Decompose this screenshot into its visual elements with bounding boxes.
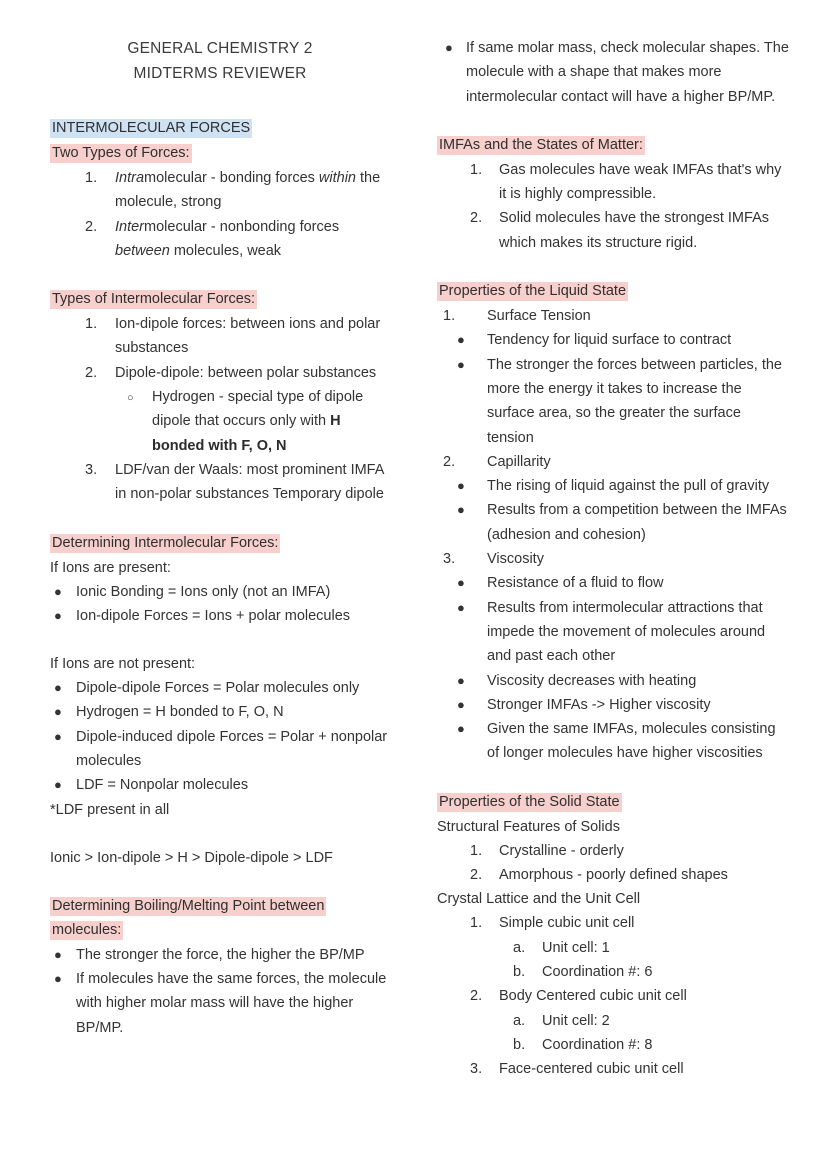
list-marker: a. [513, 939, 526, 956]
italic-run: Inter [115, 218, 145, 235]
list-item [50, 725, 390, 774]
list-marker: 2. [443, 453, 456, 470]
list-item [50, 700, 390, 724]
list-marker: 2. [470, 867, 483, 884]
heading-text: INTERMOLECULAR FORCES [52, 120, 251, 136]
list-marker: 1. [470, 915, 483, 932]
list-item-text: Face-centered cubic unit cell [499, 1061, 684, 1078]
list-item [437, 353, 790, 450]
bullet-marker: ● [445, 40, 453, 55]
list-item-text: Resistance of a fluid to flow [487, 575, 664, 592]
list-item-text: Simple cubic unit cell [499, 915, 635, 932]
list-item-text: Tendency for liquid surface to contract [487, 332, 732, 349]
footnote-ldf-present-in-all: *LDF present in all [50, 801, 170, 818]
heading-text: Determining Intermolecular Forces: [52, 534, 279, 551]
right-column [437, 36, 790, 1081]
bullet-marker: ● [457, 502, 465, 518]
list-item [437, 984, 790, 1008]
bullet-marker: ● [457, 478, 465, 494]
list-item [437, 839, 790, 863]
list-item-text: Coordination #: 6 [542, 963, 653, 980]
bullet-marker: ● [54, 607, 62, 623]
label-if-ions-not-present: If Ions are not present: [50, 656, 196, 673]
list-item [437, 158, 790, 207]
list-marker: 1. [85, 170, 98, 186]
list-item-text: LDF = Nonpolar molecules [76, 777, 249, 794]
list-item [50, 773, 390, 797]
list-item-text: Crystalline - orderly [499, 842, 624, 859]
list-item-group-title [437, 304, 790, 328]
list-item-text [115, 215, 390, 264]
list-item [437, 596, 790, 669]
spacer [50, 870, 390, 894]
list-item-text: Ion-dipole Forces = Ions + polar molecules [76, 607, 351, 624]
bullet-marker: ● [54, 970, 62, 986]
heading-text: IMFAs and the States of Matter: [439, 136, 643, 153]
list-item-text: The stronger the forces between particles, the more the energy it takes to increase the surface area, so the greater the surface tension [487, 356, 782, 446]
sub-heading-crystal-lattice: Crystal Lattice and the Unit Cell [437, 891, 641, 908]
text-run: Hydrogen - special type of dipole dipole that occurs only with [152, 389, 364, 430]
list-marker: b. [513, 1036, 526, 1053]
list-item-text: Hydrogen = H bonded to F, O, N [76, 704, 284, 721]
bullet-marker: ● [457, 575, 465, 591]
list-item-detail [437, 960, 790, 984]
list-item-group-title [437, 450, 790, 474]
list-item [437, 717, 790, 766]
list-marker: b. [513, 963, 526, 980]
list-item [50, 312, 390, 361]
list-marker: 2. [470, 988, 483, 1005]
italic-run: between [115, 242, 170, 259]
heading-text: Types of Intermolecular Forces: [52, 291, 256, 308]
list-item-text: Surface Tension [487, 308, 591, 325]
italic-run: within [318, 170, 356, 186]
spacer [50, 822, 390, 846]
list-marker: 3. [85, 461, 98, 478]
list-item-text: Body Centered cubic unit cell [499, 988, 687, 1005]
list-item-text: Results from intermolecular attractions that impede the movement of molecules around and past each other [487, 599, 766, 665]
text-run: molecular - bonding forces [144, 170, 319, 186]
list-item [50, 580, 390, 604]
spacer [437, 766, 790, 790]
list-item [437, 693, 790, 717]
list-item-text: Viscosity [487, 551, 544, 568]
list-item [50, 215, 390, 264]
list-item-text: Capillarity [487, 453, 551, 470]
bullet-marker: ● [457, 356, 465, 372]
bullet-marker: ● [457, 672, 465, 688]
imf-strength-ranking: Ionic > Ion-dipole > H > Dipole-dipole > LDF [50, 849, 333, 866]
list-item [437, 571, 790, 595]
list-marker: 3. [470, 1061, 483, 1078]
bullet-marker: ● [54, 728, 62, 744]
list-item-continued [437, 36, 790, 109]
list-item-text: Gas molecules have weak IMFAs that's why it is highly compressible. [499, 161, 782, 203]
list-marker: 3. [443, 551, 456, 568]
list-item-text: Dipole-induced dipole Forces = Polar + nonpolar molecules [76, 728, 388, 770]
list-item [50, 361, 390, 385]
bullet-marker: ● [54, 946, 62, 962]
list-item [437, 863, 790, 887]
label-if-ions-present: If Ions are present: [50, 559, 171, 576]
spacer [50, 628, 390, 652]
list-item [50, 166, 390, 215]
list-marker: 2. [85, 364, 98, 381]
section-heading-two-types-of-forces [50, 141, 390, 165]
list-item-text: Given the same IMFAs, molecules consisting of longer molecules have higher viscosities [487, 721, 776, 762]
list-item-detail [437, 1033, 790, 1057]
bullet-marker: ● [54, 680, 62, 696]
list-marker: 2. [85, 218, 98, 235]
list-item-detail [437, 1009, 790, 1033]
list-marker: 2. [470, 210, 483, 227]
bold-run: H bonded with F, O, N [152, 413, 341, 454]
list-marker: 1. [85, 316, 98, 333]
list-item-text: Unit cell: 2 [542, 1012, 610, 1029]
list-item [50, 458, 390, 507]
list-marker: 1. [443, 308, 456, 325]
list-item-sub [50, 385, 390, 458]
section-heading-intermolecular-forces [50, 116, 390, 140]
section-heading-determining-intermolecular-forces [50, 531, 390, 555]
list-item-text: Unit cell: 1 [542, 939, 610, 956]
hollow-circle-marker: ○ [127, 392, 134, 405]
list-item [50, 943, 390, 967]
heading-text: Determining Boiling/Melting Point between molecules: [52, 897, 325, 938]
list-item-text: Results from a competition between the IMFAs (adhesion and cohesion) [487, 502, 787, 543]
spacer [437, 109, 790, 133]
list-item-text: Dipole-dipole: between polar substances [115, 364, 377, 381]
list-item [50, 967, 390, 1040]
title-line-2: MIDTERMS REVIEWER [133, 65, 307, 82]
list-item-text: Solid molecules have the strongest IMFAs which makes its structure rigid. [499, 210, 769, 251]
section-heading-properties-liquid-state [437, 279, 790, 303]
list-item-text: Ion-dipole forces: between ions and polar substances [115, 316, 381, 357]
list-item-text: The rising of liquid against the pull of gravity [487, 478, 770, 495]
text-run: molecular - nonbonding forces [144, 218, 340, 235]
list-item-text [152, 385, 390, 458]
italic-run: Intra [115, 170, 145, 186]
list-item [437, 498, 790, 547]
bullet-marker: ● [457, 696, 465, 712]
list-item [437, 206, 790, 255]
list-item-text: Stronger IMFAs -> Higher viscosity [487, 696, 711, 713]
bullet-marker: ● [457, 332, 465, 348]
bullet-marker: ● [54, 583, 62, 599]
bullet-marker: ● [457, 721, 465, 737]
list-item-text: LDF/van der Waals: most prominent IMFA in non-polar substances Temporary dipole [115, 461, 384, 503]
spacer [50, 507, 390, 531]
list-item-text: If molecules have the same forces, the molecule with higher molar mass will have the higher BP/MP. [76, 970, 387, 1036]
list-item [437, 911, 790, 935]
list-marker: 1. [470, 842, 483, 859]
list-item-group-title [437, 547, 790, 571]
list-item [437, 474, 790, 498]
bullet-marker: ● [457, 599, 465, 615]
list-item [50, 676, 390, 700]
bullet-marker: ● [54, 777, 62, 793]
list-item-text: Coordination #: 8 [542, 1036, 653, 1053]
spacer [50, 263, 390, 287]
list-item [437, 328, 790, 352]
text-run: molecules, weak [169, 242, 282, 259]
page-title [50, 36, 390, 86]
list-marker: 1. [470, 161, 483, 178]
list-item-detail [437, 936, 790, 960]
section-heading-determining-bp-mp [50, 894, 390, 942]
spacer [437, 255, 790, 279]
sub-heading-structural-features: Structural Features of Solids [437, 818, 620, 835]
list-item-text: Amorphous - poorly defined shapes [499, 867, 728, 884]
bullet-marker: ● [54, 704, 62, 720]
list-item-text: Viscosity decreases with heating [487, 672, 697, 689]
section-heading-imfas-states-of-matter [437, 133, 790, 157]
title-line-1: GENERAL CHEMISTRY 2 [127, 40, 313, 57]
list-item [437, 669, 790, 693]
heading-text: Two Types of Forces: [52, 145, 190, 161]
heading-text: Properties of the Liquid State [439, 283, 627, 300]
list-marker: a. [513, 1012, 526, 1029]
section-heading-properties-solid-state [437, 790, 790, 814]
list-item-text: The stronger the force, the higher the BP/MP [76, 946, 365, 963]
list-item-text [115, 166, 390, 215]
list-item [437, 1057, 790, 1081]
section-heading-types-of-intermolecular-forces [50, 287, 390, 311]
text-run: the molecule, strong [115, 170, 381, 211]
left-column [50, 36, 390, 1081]
heading-text: Properties of the Solid State [439, 793, 620, 810]
list-item-text: If same molar mass, check molecular shapes. The molecule with a shape that makes more intermolecular contact will have a higher BP/MP. [466, 40, 789, 105]
list-item [50, 604, 390, 628]
list-item-text: Dipole-dipole Forces = Polar molecules only [76, 680, 360, 697]
list-item-text: Ionic Bonding = Ions only (not an IMFA) [76, 583, 331, 600]
